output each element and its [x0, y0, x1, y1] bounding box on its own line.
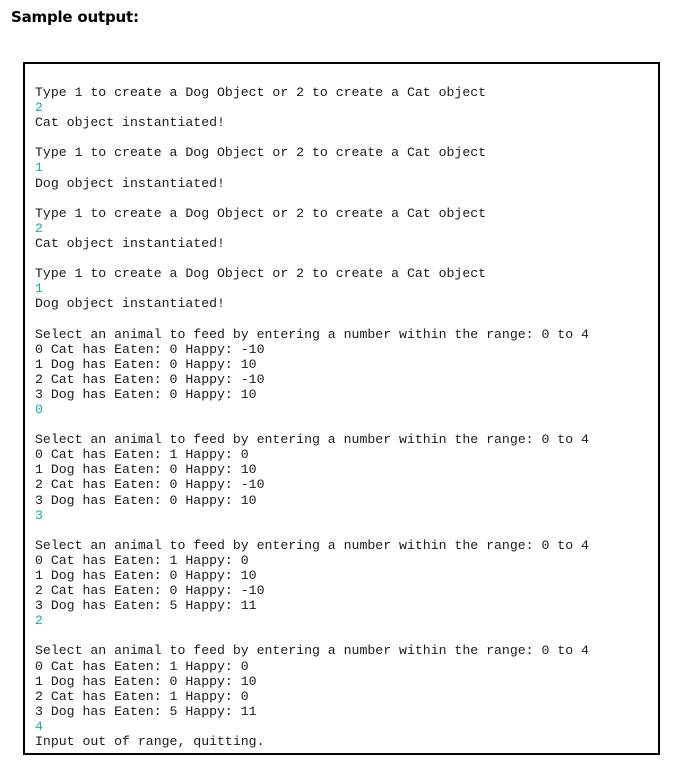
console-output-line: 2 Cat has Eaten: 1 Happy: 0 [35, 688, 249, 704]
console-output-line: Type 1 to create a Dog Object or 2 to create a Cat object [35, 266, 487, 282]
console-blank-line [35, 191, 589, 206]
console-output-line: Select an animal to feed by entering a number within the range: 0 to 4 [35, 643, 589, 659]
console-output-line: Dog object instantiated! [35, 175, 225, 191]
console-blank-line [35, 251, 589, 266]
console-output-line: Select an animal to feed by entering a number within the range: 0 to 4 [35, 537, 589, 553]
console-output-line: Type 1 to create a Dog Object or 2 to create a Cat object [35, 205, 487, 221]
console-output-line: 2 Cat has Eaten: 0 Happy: -10 [35, 477, 265, 493]
console-user-input-line: 4 [35, 718, 43, 734]
console-blank-line [35, 523, 589, 538]
console-output-line: 3 Dog has Eaten: 0 Happy: 10 [35, 386, 257, 402]
console-blank-line [35, 628, 589, 643]
console-output-line: 2 Cat has Eaten: 0 Happy: -10 [35, 583, 265, 599]
console-output-line: Type 1 to create a Dog Object or 2 to create a Cat object [35, 85, 487, 100]
console-output-line: Select an animal to feed by entering a number within the range: 0 to 4 [35, 432, 589, 448]
console-output-line: 3 Dog has Eaten: 0 Happy: 10 [35, 492, 257, 508]
console-output-line: 0 Cat has Eaten: 0 Happy: -10 [35, 341, 265, 357]
console-user-input-line: 3 [35, 507, 43, 523]
console-output-line: Cat object instantiated! [35, 235, 225, 251]
console-output-line: 1 Dog has Eaten: 0 Happy: 10 [35, 673, 257, 689]
console-output-line: 0 Cat has Eaten: 1 Happy: 0 [35, 447, 249, 463]
console-output-line: 2 Cat has Eaten: 0 Happy: -10 [35, 371, 265, 387]
console-blank-line [35, 130, 589, 145]
console-output-line: Input out of range, quitting. [35, 734, 265, 750]
console-output-line: Type 1 to create a Dog Object or 2 to create a Cat object [35, 145, 487, 161]
console-output-line: Dog object instantiated! [35, 296, 225, 312]
console-user-input-line: 1 [35, 160, 43, 176]
page-heading: Sample output: [11, 8, 139, 26]
console-output-line: 0 Cat has Eaten: 1 Happy: 0 [35, 658, 249, 674]
console-user-input-line: 2 [35, 100, 43, 116]
console-output-line: Cat object instantiated! [35, 115, 225, 131]
console-output-line: 3 Dog has Eaten: 5 Happy: 11 [35, 703, 257, 719]
console-output-line: Select an animal to feed by entering a number within the range: 0 to 4 [35, 326, 589, 342]
console-user-input-line: 2 [35, 220, 43, 236]
console-output-line: 3 Dog has Eaten: 5 Happy: 11 [35, 598, 257, 614]
console-output-line: 1 Dog has Eaten: 0 Happy: 10 [35, 568, 257, 583]
console-blank-line [35, 417, 589, 432]
console-output-line: 1 Dog has Eaten: 0 Happy: 10 [35, 462, 257, 478]
console-output-line: 1 Dog has Eaten: 0 Happy: 10 [35, 356, 257, 372]
console-blank-line [35, 311, 589, 326]
console-output-line: 0 Cat has Eaten: 1 Happy: 0 [35, 552, 249, 568]
console-output-box [23, 62, 660, 755]
console-user-input-line: 2 [35, 613, 43, 629]
console-user-input-line: 0 [35, 401, 43, 417]
console-user-input-line: 1 [35, 281, 43, 297]
console-lines [35, 85, 589, 749]
